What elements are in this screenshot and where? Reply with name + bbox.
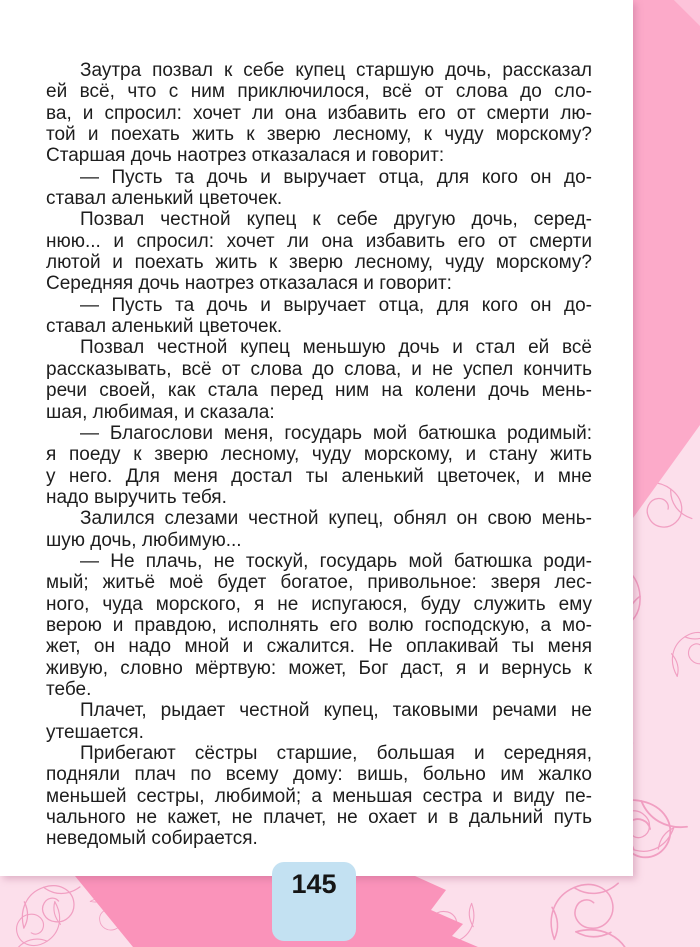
text-line: надо выручить тебя. (46, 486, 227, 508)
text-line: тебе. (46, 678, 92, 700)
text-line: нюю... и спросил: хочет ли она избавить его от смерти (46, 230, 592, 252)
paragraph (46, 295, 592, 338)
text-line: ва, и спросил: хочет ли она избавить его от смерти лю- (46, 102, 592, 124)
text-line: ставал аленький цветочек. (46, 188, 283, 210)
text-line: Позвал честной купец к себе другую дочь, серед- (80, 209, 592, 231)
text-line: — Благослови меня, государь мой батюшка родимый: (80, 422, 592, 444)
text-line: верою и правдою, исполнять его волю господскую, а мо- (46, 614, 592, 636)
text-line: той и поехать жить к зверю лесному, к чуду морскому? (46, 124, 592, 146)
text-line: шую дочь, любимую... (46, 529, 242, 551)
text-line: ного, чуда морского, я не испугаюся, буду служить ему (46, 593, 592, 615)
text-line: жет, он надо мной и сжалится. Не оплакивай ты меня (46, 636, 592, 658)
text-line: Старшая дочь наотрез отказалася и говорит: (46, 145, 445, 167)
text-line: живую, словно мёртвую: может, Бог даст, я и вернусь к (46, 657, 592, 679)
text-line: меньшей сестры, любимой; а меньшая сестра и виду пе- (46, 785, 592, 807)
text-line: — Пусть та дочь и выручает отца, для кого он до- (80, 294, 592, 316)
text-line: — Пусть та дочь и выручает отца, для кого он до- (80, 166, 592, 188)
paragraph (46, 743, 592, 850)
text-line: ставал аленький цветочек. (46, 316, 283, 338)
text-line: мый; житьё моё будет богатое, привольное: зверя лес- (46, 572, 592, 594)
paragraph (46, 337, 592, 422)
text-line: Позвал честной купец меньшую дочь и стал ей всё (80, 337, 592, 359)
text-line: лютой и поехать жить к зверю лесному, чуду морскому? (46, 252, 592, 274)
paragraph (46, 700, 592, 743)
text-line: шая, любимая, и сказала: (46, 401, 275, 423)
paragraph (46, 508, 592, 551)
text-line: — Не плачь, не тоскуй, государь мой батюшка роди- (80, 550, 592, 572)
paragraph (46, 551, 592, 700)
text-line: утешается. (46, 721, 144, 743)
text-line: Плачет, рыдает честной купец, таковыми речами не (80, 700, 592, 722)
paragraph (46, 423, 592, 508)
text-line: рассказывать, всё от слова до слова, и не успел кончить (46, 358, 592, 380)
paragraph (46, 60, 592, 167)
text-line: подняли плач по всему дому: вишь, больно им жалко (46, 764, 592, 786)
page-number: 145 (291, 869, 337, 899)
text-line: я поеду к зверю лесному, чуду морскому, и стану жить (46, 444, 592, 466)
text-line: у него. Для меня достал ты аленький цветочек, и мне (46, 465, 592, 487)
text-line: ей всё, что с ним приключилося, всё от слова до сло- (46, 81, 592, 103)
text-line: речи своей, как стала перед ним на колени дочь мень- (46, 380, 592, 402)
text-line: Залился слезами честной купец, обнял он свою мень- (80, 508, 592, 530)
page-number-badge (272, 862, 356, 941)
text-block (46, 60, 592, 850)
text-line: неведомый собирается. (46, 828, 258, 850)
text-line: Середняя дочь наотрез отказалася и говорит: (46, 273, 452, 295)
text-line: Заутра позвал к себе купец старшую дочь, рассказал (80, 60, 592, 81)
paragraph (46, 167, 592, 210)
text-line: чального не кажет, не плачет, не охает и в дальний путь (46, 807, 592, 829)
text-line: Прибегают сёстры старшие, большая и середняя, (80, 743, 592, 764)
paragraph (46, 209, 592, 294)
